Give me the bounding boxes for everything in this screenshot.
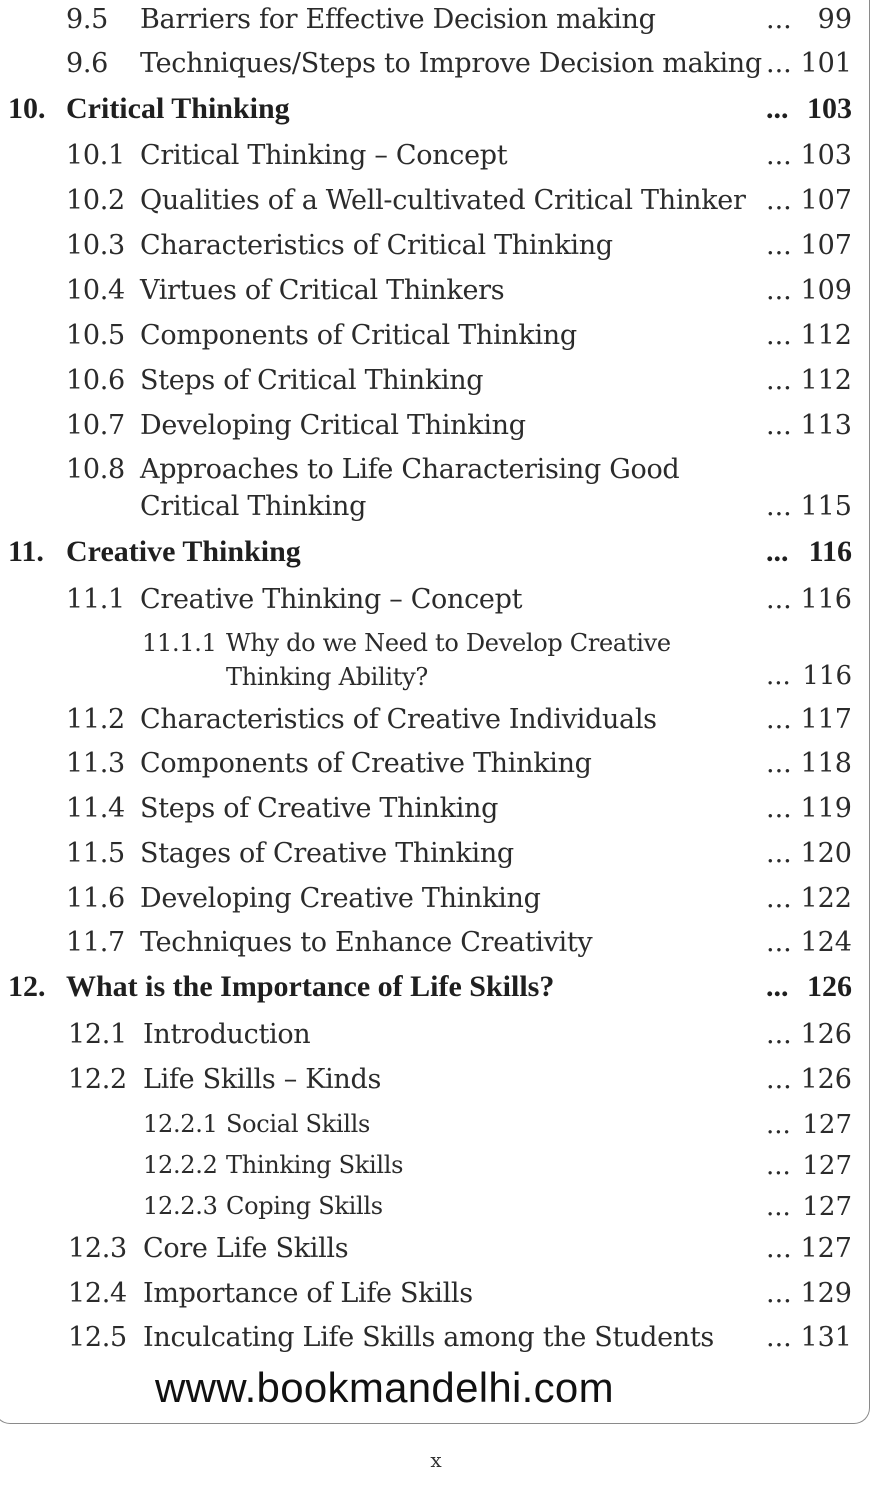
page-number: 99 bbox=[817, 4, 852, 35]
entry-number: 10.7 bbox=[66, 410, 125, 441]
entry-title-continuation: Thinking Ability? bbox=[226, 663, 428, 691]
entry-number: 12.5 bbox=[68, 1322, 127, 1353]
entry-title: Social Skills bbox=[226, 1110, 371, 1138]
chapter-title: Critical Thinking bbox=[66, 92, 290, 125]
page-number: 109 bbox=[800, 275, 852, 306]
page-number: 127 bbox=[802, 1151, 852, 1181]
page-number: 103 bbox=[800, 140, 852, 171]
entry-title: Characteristics of Critical Thinking bbox=[140, 230, 613, 261]
leader-dots: ... bbox=[766, 48, 792, 79]
entry-number: 10.6 bbox=[66, 365, 125, 396]
page-number: 116 bbox=[808, 535, 852, 568]
leader-dots: ... bbox=[766, 535, 789, 568]
page-number: 115 bbox=[800, 491, 852, 522]
leader-dots: ... bbox=[766, 140, 792, 171]
leader-dots: ... bbox=[766, 1019, 792, 1050]
page-number: 127 bbox=[802, 1192, 852, 1222]
entry-title: Steps of Critical Thinking bbox=[140, 365, 484, 396]
entry-title: Techniques to Enhance Creativity bbox=[140, 927, 593, 958]
entry-title: Virtues of Critical Thinkers bbox=[140, 275, 505, 306]
page-number: 126 bbox=[800, 1064, 852, 1095]
entry-number: 12.2.2 bbox=[143, 1151, 218, 1179]
leader-dots: ... bbox=[766, 1110, 791, 1140]
entry-title: Developing Creative Thinking bbox=[140, 883, 541, 914]
entry-number: 9.5 bbox=[66, 4, 109, 35]
leader-dots: ... bbox=[766, 970, 789, 1003]
entry-number: 11.7 bbox=[66, 927, 125, 958]
entry-title: Developing Critical Thinking bbox=[140, 410, 526, 441]
entry-title: Components of Creative Thinking bbox=[140, 748, 592, 779]
leader-dots: ... bbox=[766, 704, 792, 735]
leader-dots: ... bbox=[766, 883, 792, 914]
entry-title: Characteristics of Creative Individuals bbox=[140, 704, 657, 735]
page-number: 113 bbox=[800, 410, 852, 441]
page-number: 112 bbox=[800, 320, 852, 351]
leader-dots: ... bbox=[766, 1064, 792, 1095]
leader-dots: ... bbox=[766, 838, 792, 869]
entry-number: 10.2 bbox=[66, 185, 125, 216]
page-number: 131 bbox=[800, 1322, 852, 1353]
leader-dots: ... bbox=[766, 92, 789, 125]
page-number: 103 bbox=[807, 92, 852, 125]
entry-number: 11.1 bbox=[66, 584, 125, 615]
entry-number: 10.5 bbox=[66, 320, 125, 351]
page-number: 124 bbox=[800, 927, 852, 958]
entry-number: 11.5 bbox=[66, 838, 125, 869]
leader-dots: ... bbox=[766, 410, 792, 441]
entry-number: 11.4 bbox=[66, 793, 125, 824]
page-number: 120 bbox=[800, 838, 852, 869]
chapter-number: 12. bbox=[8, 970, 46, 1003]
page-number: 118 bbox=[800, 748, 852, 779]
entry-number: 10.4 bbox=[66, 275, 125, 306]
leader-dots: ... bbox=[766, 230, 792, 261]
entry-title: Importance of Life Skills bbox=[143, 1278, 473, 1309]
chapter-number: 11. bbox=[8, 535, 44, 568]
leader-dots: ... bbox=[766, 4, 792, 35]
page-number: 107 bbox=[800, 230, 852, 261]
leader-dots: ... bbox=[766, 661, 791, 691]
entry-title: Life Skills – Kinds bbox=[143, 1064, 382, 1095]
entry-title: Barriers for Effective Decision making bbox=[140, 4, 656, 35]
entry-title: Core Life Skills bbox=[143, 1233, 349, 1264]
leader-dots: ... bbox=[766, 320, 792, 351]
chapter-title: Creative Thinking bbox=[66, 535, 301, 568]
website-watermark: www.bookmandelhi.com bbox=[155, 1364, 614, 1411]
leader-dots: ... bbox=[766, 491, 792, 522]
entry-title: Why do we Need to Develop Creative bbox=[226, 629, 671, 657]
entry-number: 12.2.1 bbox=[143, 1110, 218, 1138]
leader-dots: ... bbox=[766, 748, 792, 779]
entry-number: 9.6 bbox=[66, 48, 109, 79]
entry-number: 10.8 bbox=[66, 454, 125, 485]
entry-number: 12.3 bbox=[68, 1233, 127, 1264]
page-number: 126 bbox=[807, 970, 852, 1003]
entry-title: Inculcating Life Skills among the Students bbox=[143, 1322, 714, 1353]
entry-number: 10.3 bbox=[66, 230, 125, 261]
page-number: 122 bbox=[800, 883, 852, 914]
leader-dots: ... bbox=[766, 275, 792, 306]
entry-title: Qualities of a Well-cultivated Critical Thinker bbox=[140, 185, 746, 216]
chapter-title: What is the Importance of Life Skills? bbox=[66, 970, 555, 1003]
entry-number: 11.1.1 bbox=[142, 629, 217, 657]
entry-number: 11.6 bbox=[66, 883, 125, 914]
leader-dots: ... bbox=[766, 1192, 791, 1222]
leader-dots: ... bbox=[766, 1322, 792, 1353]
entry-title: Approaches to Life Characterising Good bbox=[140, 454, 680, 485]
leader-dots: ... bbox=[766, 1278, 792, 1309]
entry-title: Stages of Creative Thinking bbox=[140, 838, 514, 869]
entry-number: 12.2.3 bbox=[143, 1192, 218, 1220]
page-number: 107 bbox=[800, 185, 852, 216]
entry-title: Critical Thinking – Concept bbox=[140, 140, 508, 171]
leader-dots: ... bbox=[766, 584, 792, 615]
page-number: 116 bbox=[802, 661, 852, 691]
leader-dots: ... bbox=[766, 927, 792, 958]
leader-dots: ... bbox=[766, 1151, 791, 1181]
leader-dots: ... bbox=[766, 365, 792, 396]
leader-dots: ... bbox=[766, 1233, 792, 1264]
entry-title-continuation: Critical Thinking bbox=[140, 491, 367, 522]
page-number: 127 bbox=[800, 1233, 852, 1264]
page-number: 116 bbox=[800, 584, 852, 615]
page-number: 112 bbox=[800, 365, 852, 396]
entry-title: Steps of Creative Thinking bbox=[140, 793, 499, 824]
page-folio: x bbox=[430, 1448, 442, 1472]
leader-dots: ... bbox=[766, 793, 792, 824]
page-number: 101 bbox=[800, 48, 852, 79]
entry-number: 12.4 bbox=[68, 1278, 127, 1309]
leader-dots: ... bbox=[766, 185, 792, 216]
entry-title: Thinking Skills bbox=[226, 1151, 404, 1179]
page-number: 126 bbox=[800, 1019, 852, 1050]
chapter-number: 10. bbox=[8, 92, 46, 125]
page-number: 119 bbox=[800, 793, 852, 824]
entry-number: 12.2 bbox=[68, 1064, 127, 1095]
entry-number: 11.2 bbox=[66, 704, 125, 735]
entry-title: Introduction bbox=[143, 1019, 311, 1050]
entry-number: 11.3 bbox=[66, 748, 125, 779]
entry-number: 10.1 bbox=[66, 140, 125, 171]
entry-title: Creative Thinking – Concept bbox=[140, 584, 523, 615]
entry-number: 12.1 bbox=[68, 1019, 127, 1050]
page-number: 129 bbox=[800, 1278, 852, 1309]
entry-title: Coping Skills bbox=[226, 1192, 383, 1220]
entry-title: Techniques/Steps to Improve Decision making bbox=[140, 48, 762, 79]
page-number: 117 bbox=[800, 704, 852, 735]
entry-title: Components of Critical Thinking bbox=[140, 320, 577, 351]
page-number: 127 bbox=[802, 1110, 852, 1140]
